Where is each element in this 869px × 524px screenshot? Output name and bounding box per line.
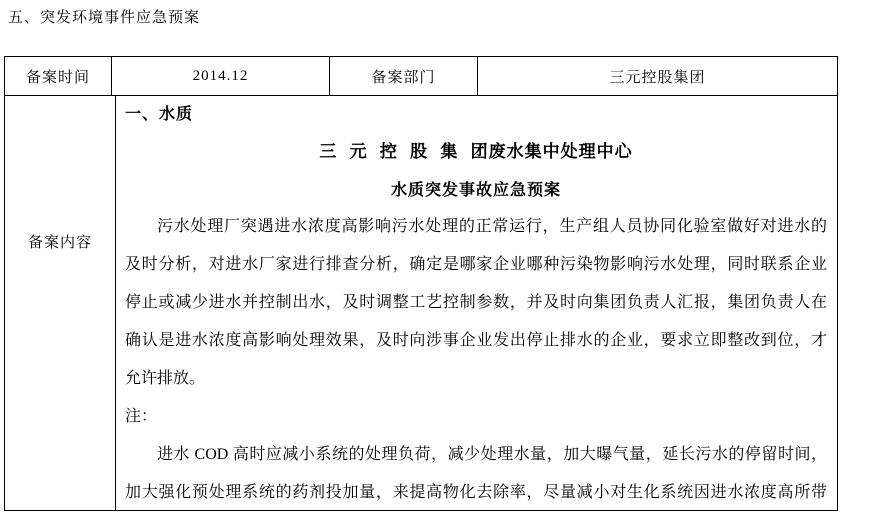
content-line: 注： bbox=[125, 408, 158, 425]
content-line: 停止或减少进水并控制出水，及时调整工艺控制参数，并及时向集团负责人汇报，集团负责人在 bbox=[125, 294, 827, 311]
filing-dept-value-cell: 三元控股集团 bbox=[609, 69, 706, 86]
filing-content-body bbox=[116, 96, 837, 510]
filing-time-value-cell: 2014.12 bbox=[112, 57, 330, 95]
filing-table bbox=[4, 56, 838, 511]
content-line: 确认是进水浓度高影响处理效果，及时向涉事企业发出停止排水的企业，要求立即整改到位，才 bbox=[125, 332, 827, 349]
content-line: 污水处理厂突遇进水浓度高影响污水处理的正常运行，生产组人员协同化验室做好对进水的 bbox=[157, 218, 827, 235]
filing-time-label-cell: 备案时间 bbox=[5, 57, 112, 95]
filing-content-label-cell: 备案内容 bbox=[5, 96, 116, 510]
filing-header-row bbox=[5, 57, 837, 96]
content-section-heading: 一、水质 bbox=[125, 106, 194, 123]
content-doc-title-line1: 三 元 控 股 集 团废水集中处理中心 bbox=[319, 142, 633, 161]
content-line: 允许排放。 bbox=[125, 370, 206, 387]
filing-dept-label-cell: 备案部门 bbox=[330, 57, 478, 95]
content-line: 及时分析，对进水厂家进行排查分析，确定是哪家企业哪种污染物影响污水处理，同时联系企业 bbox=[125, 256, 827, 273]
content-doc-title-line2: 水质突发事故应急预案 bbox=[390, 182, 561, 199]
page-title: 五、突发环境事件应急预案 bbox=[8, 10, 201, 26]
filing-content-row bbox=[5, 96, 837, 510]
content-line: 加大强化预处理系统的药剂投加量，来提高物化去除率，尽量减小对生化系统因进水浓度高所带 bbox=[125, 484, 827, 501]
content-line: 进水 COD 高时应减小系统的处理负荷，减少处理水量，加大曝气量，延长污水的停留时间， bbox=[157, 446, 827, 463]
